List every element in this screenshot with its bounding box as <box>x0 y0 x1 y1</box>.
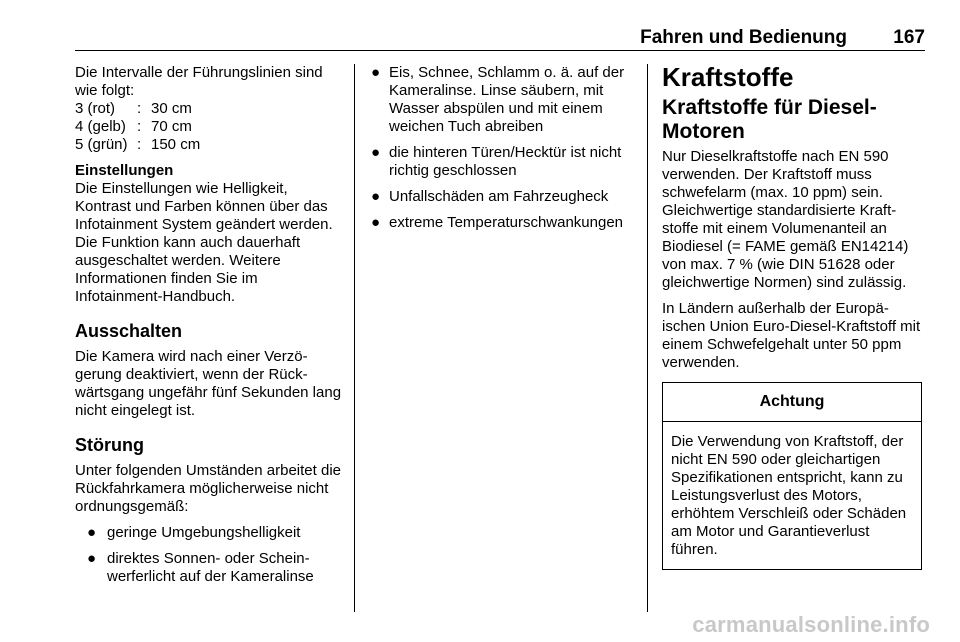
interval-value: 30 cm <box>151 100 192 117</box>
list-item <box>367 64 635 136</box>
list-item-text: geringe Umgebungshelligkeit <box>107 524 301 541</box>
bullet-icon: ● <box>87 550 97 567</box>
fault-list-continued <box>367 64 635 232</box>
list-item <box>75 550 343 586</box>
fault-list <box>75 524 343 586</box>
interval-label: 4 (gelb) <box>75 118 126 135</box>
warning-box <box>662 382 922 570</box>
intervals-table <box>75 100 200 154</box>
interval-label: 3 (rot) <box>75 100 116 117</box>
interval-value: 70 cm <box>151 118 192 135</box>
list-item <box>367 144 635 180</box>
table-row <box>75 100 200 118</box>
fuel-paragraph-1: Nur Dieselkraftstoffe nach EN 590 verwenden. Der Kraftstoff muss schwefelarm (max. 10 ppm) sein. Gleichwertige standardisierte Kraftstoffe mit einem Volumenanteil an Biodiesel (= FAME gemäß EN14214) von max. 7 % (wie DIN 51628 oder gleichwertige Normen) sind zulässig. <box>662 148 909 291</box>
column-right <box>662 62 924 570</box>
settings-text: Die Einstellungen wie Helligkeit, Kontrast und Farben können über das Infotainment System geändert werden. Die Funktion kann auch dauerhaft ausgeschaltet werden. Weitere Informationen finden Sie im Infotainment-Handbuch. <box>75 180 333 305</box>
off-heading: Ausschalten <box>75 321 183 341</box>
page-number: 167 <box>893 27 925 48</box>
list-item <box>75 524 343 542</box>
list-item <box>367 188 635 206</box>
list-item-text: Eis, Schnee, Schlamm o. ä. auf der Kameralinse. Linse säubern, mit Wasser abspülen und mit einem weichen Tuch abreiben <box>389 64 625 135</box>
off-text: Die Kamera wird nach einer Verzögerung deaktiviert, wenn der Rückwärtsgang ungefähr fünf Sekunden lang nicht eingelegt ist. <box>75 348 342 419</box>
list-item-text: extreme Temperaturschwankungen <box>389 214 624 231</box>
bullet-icon: ● <box>371 214 381 231</box>
settings-heading: Einstellungen <box>75 162 174 179</box>
fuel-paragraph-2: In Ländern außerhalb der Europäischen Union Euro-Diesel-Kraftstoff mit einem Schwefelgehalt unter 50 ppm verwenden. <box>662 300 921 371</box>
table-row <box>75 136 200 154</box>
intervals-intro: Die Intervalle der Führungslinien sind wie folgt: <box>75 64 323 99</box>
interval-sep: : <box>137 136 142 153</box>
warning-text: Die Verwendung von Kraftstoff, der nicht EN 590 oder gleichartigen Spezifikationen entspricht, kann zu Leistungsverlust des Motors, erhöhtem Verschleiß oder Schäden am Motor und Garantieverlust führen. <box>671 433 907 558</box>
column-middle <box>367 64 635 240</box>
section-subtitle: Kraftstoffe für Diesel-Motoren <box>662 96 877 143</box>
table-row <box>75 118 200 136</box>
page-header <box>75 26 925 51</box>
column-left <box>75 64 343 594</box>
list-item <box>367 214 635 232</box>
column-divider-1 <box>354 64 355 612</box>
interval-value: 150 cm <box>151 136 201 153</box>
list-item-text: die hinteren Türen/Hecktür ist nicht richtig geschlossen <box>389 144 622 179</box>
bullet-icon: ● <box>371 64 381 81</box>
interval-sep: : <box>137 100 142 117</box>
column-divider-2 <box>647 64 648 612</box>
warning-title: Achtung <box>663 383 921 422</box>
section-title: Kraftstoffe <box>662 62 794 92</box>
watermark: carmanualsonline.info <box>692 612 930 637</box>
list-item-text: direktes Sonnen- oder Scheinwerferlicht auf der Kameralinse <box>107 550 314 585</box>
fault-text: Unter folgenden Umständen arbeitet die Rückfahrkamera möglicherweise nicht ordnungsgemäß: <box>75 462 342 515</box>
bullet-icon: ● <box>371 144 381 161</box>
bullet-icon: ● <box>371 188 381 205</box>
bullet-icon: ● <box>87 524 97 541</box>
interval-label: 5 (grün) <box>75 136 128 153</box>
list-item-text: Unfallschäden am Fahrzeugheck <box>389 188 609 205</box>
fault-heading: Störung <box>75 435 144 455</box>
header-title: Fahren und Bedienung <box>640 27 847 48</box>
interval-sep: : <box>137 118 142 135</box>
